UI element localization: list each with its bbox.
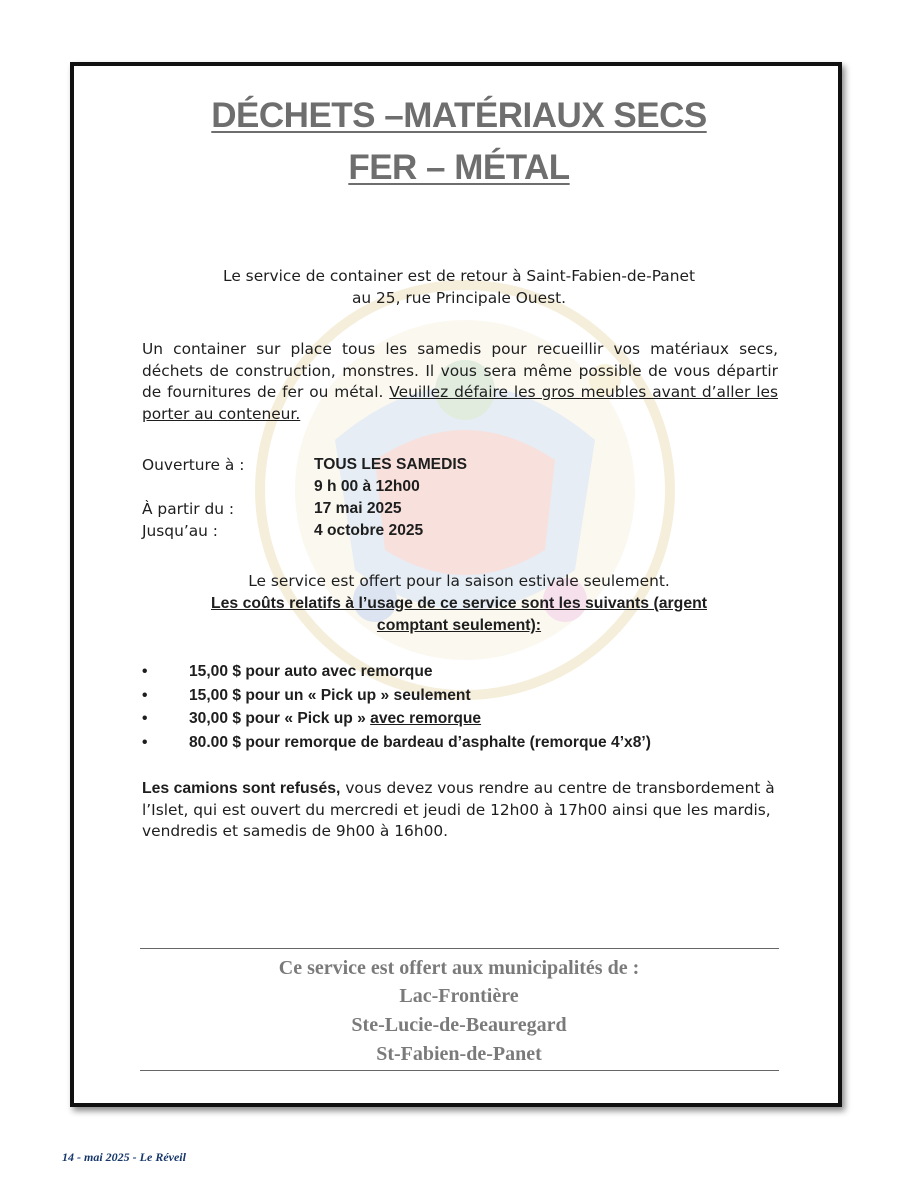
title-line-1: DÉCHETS –MATÉRIAUX SECS — [211, 96, 707, 135]
description-paragraph — [142, 339, 778, 425]
description-text: Un container sur place tous les samedis pour recueillir vos matériaux secs, déchets de construction, monstres. Il vous sera même possible de vous départir de fournitures de fer ou métal. — [142, 340, 778, 401]
costs-heading-line-2-text: comptant seulement): — [376, 617, 542, 634]
footer-divider-bottom — [140, 1070, 779, 1071]
price-text: 80.00 $ pour remorque de bardeau d’asphalte (remorque 4’x8’) — [189, 733, 651, 751]
season-text: Le service est offert pour la saison estivale seulement. — [248, 572, 670, 590]
bullet-icon: • — [142, 710, 148, 727]
closing-bold-text: Les camions sont refusés, — [142, 780, 341, 797]
closing-text: vous devez vous rendre au centre de transbordement à l’Islet, qui est ouvert du mercredi et jeudi de 12h00 à 17h00 ainsi que les mardis, vendredis et samedis de 9h00 à 16h00. — [142, 779, 775, 840]
start-label: À partir du : — [142, 500, 235, 518]
closing-paragraph — [142, 778, 782, 843]
opening-label: Ouverture à : — [142, 456, 245, 474]
opening-hours: 9 h 00 à 12h00 — [314, 478, 420, 495]
footer-divider-top — [140, 948, 779, 949]
end-label: Jusqu’au : — [142, 522, 218, 540]
intro-line-1: Le service de container est de retour à Saint-Fabien-de-Panet — [223, 267, 695, 285]
price-text: 15,00 $ pour auto avec remorque — [189, 663, 433, 680]
municipality-name: St-Fabien-de-Panet — [376, 1043, 542, 1065]
price-text: 30,00 $ pour « Pick up » — [189, 710, 371, 727]
price-item — [142, 707, 802, 731]
costs-heading-line-1-text: Les coûts relatifs à l’usage de ce service sont les suivants (argent — [210, 595, 708, 612]
costs-heading-line-2 — [0, 615, 918, 637]
opening-days: TOUS LES SAMEDIS — [314, 456, 468, 473]
price-list — [142, 660, 802, 754]
page-caption: 14 - mai 2025 - Le Réveil — [62, 1150, 186, 1164]
price-item — [142, 660, 802, 684]
description-underlined-text: Veuillez défaire les gros meubles avant d’aller les porter au conteneur. — [142, 383, 778, 423]
bullet-icon: • — [142, 686, 148, 704]
bullet-icon: • — [142, 733, 148, 751]
intro-line-2: au 25, rue Principale Ouest. — [351, 289, 567, 307]
price-item — [142, 684, 802, 708]
price-underlined: avec remorque — [370, 710, 482, 727]
price-text: 15,00 $ pour un « Pick up » seulement — [189, 686, 471, 704]
price-item — [142, 731, 802, 755]
title-line-2: FER – MÉTAL — [348, 148, 570, 187]
start-date: 17 mai 2025 — [314, 500, 402, 517]
footer-heading: Ce service est offert aux municipalités de : — [278, 957, 640, 979]
municipality-name: Ste-Lucie-de-Beauregard — [351, 1014, 567, 1036]
bullet-icon: • — [142, 663, 148, 680]
costs-heading-line-1 — [0, 593, 918, 615]
end-date: 4 octobre 2025 — [314, 522, 424, 539]
municipality-name: Lac-Frontière — [399, 985, 519, 1007]
municipal-crest-watermark — [205, 270, 725, 710]
